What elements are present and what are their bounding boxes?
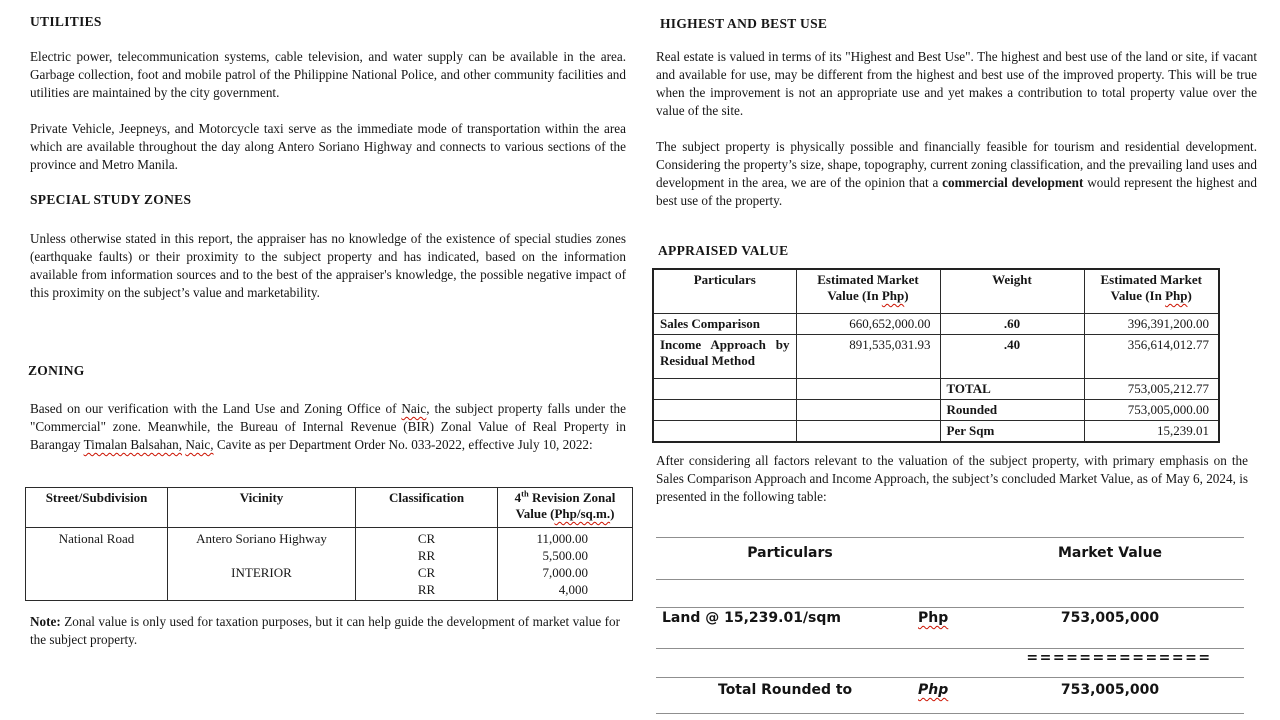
zonal-note-paragraph: Note: Zonal value is only used for taxation purposes, but it can help guide the development of market value for the subject property. [30, 614, 620, 647]
concluded-land-label: Land @ 15,239.01/sqm [662, 610, 841, 626]
appraised-header-particulars: Particulars [653, 269, 796, 313]
concluded-header-particulars: Particulars [747, 545, 833, 561]
zonal-header-street: Street/Subdivision [26, 488, 168, 528]
highest-best-use-paragraph-1: Real estate is valued in terms of its "Highest and Best Use". The highest and best use of the land or site, if vacant and available for use, may be different from the highest and best use of the improved property. This will be true when the improvement is not an appropriate use and yet makes a contribution to total property value over the value of the site. [656, 49, 1257, 118]
appraised-cell-persqm-value: 15,239.01 [1084, 420, 1219, 442]
utilities-paragraph-2: Private Vehicle, Jeepneys, and Motorcycle taxi serve as the immediate mode of transportation within the area which are available throughout the day along Antero Soriano Highway and connects to various sections of the province and Metro Manila. [30, 121, 626, 172]
rule-line [656, 607, 1244, 608]
appraised-cell-emv2: 396,391,200.00 [1084, 313, 1219, 334]
concluded-land-value: 753,005,000 [1060, 610, 1160, 626]
appraised-cell-particulars: Income Approach by Residual Method [653, 334, 796, 378]
rule-line [656, 579, 1244, 580]
highest-best-use-heading: HIGHEST AND BEST USE [660, 16, 828, 31]
zonal-cell-street [26, 528, 168, 601]
zonal-cell-value: 11,000.00 5,500.00 7,000.00 4,000 [498, 528, 633, 601]
zonal-header-revision-value: 4th Revision Zonal Value (Php/sq.m.) [498, 488, 633, 528]
appraised-cell-total-value: 753,005,212.77 [1084, 378, 1219, 399]
appraised-cell-weight: .60 [940, 313, 1084, 334]
appraised-cell-weight: .40 [940, 334, 1084, 378]
special-study-zones-paragraph: Unless otherwise stated in this report, the appraiser has no knowledge of the existence of special studies zones (earthquake faults) or their proximity to the subject property and has indicated, based on the information available from information sources and to the best of the appraiser's knowledge, the possible negative impact of this proximity on the subject’s value and marketability. [30, 231, 626, 300]
rule-line [656, 537, 1244, 538]
appraised-value-heading: APPRAISED VALUE [658, 243, 789, 258]
appraised-cell-rounded-value: 753,005,000.00 [1084, 399, 1219, 420]
appraised-row-rounded [653, 399, 1219, 420]
zonal-header-classification: Classification [356, 488, 498, 528]
appraised-header-emv-2: Estimated Market Value (In Php) [1084, 269, 1219, 313]
rule-line [656, 713, 1244, 714]
zonal-table-header-row [26, 488, 633, 528]
appraised-cell-persqm-label: Per Sqm [940, 420, 1084, 442]
appraised-cell-empty [653, 378, 796, 399]
zonal-classification-line: CR [417, 531, 436, 546]
zonal-street-line: National Road [58, 531, 135, 546]
concluded-total-value: 753,005,000 [1060, 682, 1160, 698]
zonal-cell-classification: CR RR CR RR [356, 528, 498, 601]
rule-line [656, 648, 1244, 649]
appraised-cell-emv2: 356,614,012.77 [1084, 334, 1219, 378]
appraised-cell-emv1: 891,535,031.93 [796, 334, 940, 378]
appraised-cell-empty [796, 378, 940, 399]
appraised-row-income-approach [653, 334, 1219, 378]
appraised-cell-empty [796, 420, 940, 442]
appraised-cell-empty [796, 399, 940, 420]
zonal-header-vicinity: Vicinity [168, 488, 356, 528]
concluded-total-label: Total Rounded to [718, 682, 853, 698]
concluded-header-market-value: Market Value [1057, 545, 1163, 561]
zonal-cell-vicinity: Antero Soriano Highway INTERIOR [168, 528, 356, 601]
rule-line [656, 677, 1244, 678]
zoning-heading: ZONING [28, 363, 85, 378]
zonal-value-line: 11,000.00 [536, 531, 588, 546]
conclusion-paragraph: After considering all factors relevant to the valuation of the subject property, with primary emphasis on the Sales Comparison Approach and Income Approach, the subject’s concluded Market Value, as of May 6, 2024, is presented in the following table: [656, 453, 1248, 504]
appraised-row-sales-comparison [653, 313, 1219, 334]
concluded-separator: ============== [1026, 650, 1212, 666]
appraised-row-per-sqm [653, 420, 1219, 442]
appraised-value-table [652, 268, 1220, 443]
highest-best-use-paragraph-2: The subject property is physically possible and financially feasible for tourism and residential development. Considering the property’s size, shape, topography, current zoning classification, and the prevailing land uses and development in the area, we are of the opinion that a commercial development would represent the highest and best use of the property. [656, 139, 1257, 208]
appraised-header-emv-1: Estimated Market Value (In Php) [796, 269, 940, 313]
appraised-cell-empty [653, 420, 796, 442]
zoning-paragraph: Based on our verification with the Land Use and Zoning Office of Naic, the subject property falls under the "Commercial" zone. Meanwhile, the Bureau of Internal Revenue (BIR) Zonal Value of Real Property in Barangay Timalan Balsahan, Naic, Cavite as per Department Order No. 033-2022, effective July 10, 2022: [30, 401, 626, 452]
appraised-row-total [653, 378, 1219, 399]
zonal-value-table [25, 487, 633, 601]
zonal-table-body-row [26, 528, 633, 601]
utilities-heading: UTILITIES [30, 14, 102, 29]
appraised-cell-empty [653, 399, 796, 420]
concluded-land-currency: Php [918, 610, 949, 626]
appraised-cell-emv1: 660,652,000.00 [796, 313, 940, 334]
appraised-cell-rounded-label: Rounded [940, 399, 1084, 420]
zonal-vicinity-line: Antero Soriano Highway [196, 531, 327, 546]
concluded-total-currency: Php [918, 682, 949, 698]
utilities-paragraph-1: Electric power, telecommunication systems, cable television, and water supply can be available in the area. Garbage collection, foot and mobile patrol of the Philippine National Police, and other community facilities and utilities are maintained by the city government. [30, 49, 626, 100]
appraised-cell-particulars: Sales Comparison [653, 313, 796, 334]
appraised-header-weight: Weight [940, 269, 1084, 313]
appraised-header-row [653, 269, 1219, 313]
special-study-zones-heading: SPECIAL STUDY ZONES [30, 192, 192, 207]
appraised-cell-total-label: TOTAL [940, 378, 1084, 399]
